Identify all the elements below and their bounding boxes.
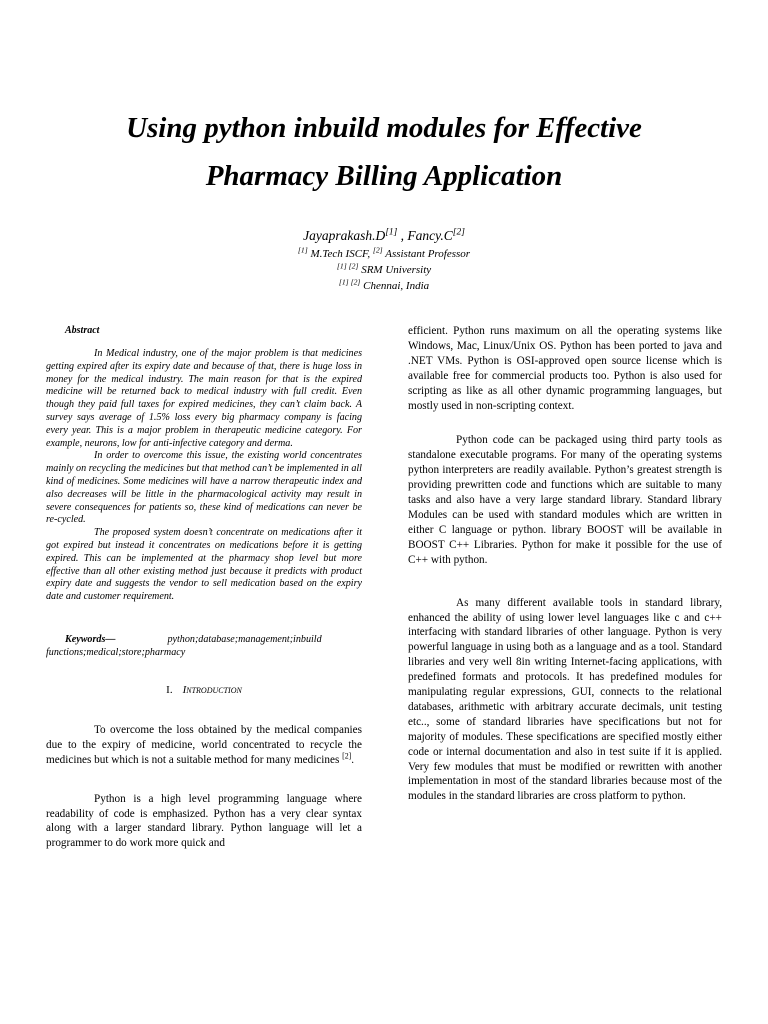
author-location bbox=[80, 278, 688, 294]
paper-title bbox=[40, 104, 728, 200]
intro-paragraph-1-text: To overcome the loss obtained by the medical companies due to the expiry of medicine, world concentrated to recycle the medicines but which is not a suitable method for many medicines bbox=[46, 723, 362, 766]
keywords-text-2: functions;medical;store;pharmacy bbox=[46, 646, 186, 658]
abstract-paragraph-2: In order to overcome this issue, the existing world concentrates mainly on recycling the medicines but that method can’t be implemented in all kind of medicines. Some medicines will have a narrow therapeutic index and also decreases will be little in the pharmacological activity may result in severe consequences for patients so, these kind of medications can never be re-cycled. bbox=[46, 450, 362, 526]
keywords bbox=[46, 633, 362, 659]
role-1: M.Tech ISCF, bbox=[307, 248, 373, 260]
left-body bbox=[46, 723, 362, 851]
intro-paragraph-1-end: . bbox=[351, 753, 355, 766]
author-2-name: Fancy.C bbox=[407, 228, 453, 243]
right-paragraph-3: As many different available tools in standard library, enhanced the ability of using lower level languages like c and c++ interfacing with standard libraries of other language. Python is very powerful language in using both as a language and as a tool. Standard libraries and very well 8in writing Internet-facing applications, with predefined formats and protocols. It has predefined modules for manipulating regular expressions, GUI, connects to the relational databases, arithmetic with arbitrary accurate decimals, unit testing etc.., some of standard libraries have specifications but not for majority of modules. These specifications are specified mostly either code or internal documentation and also in test suite if it is applied. Very few modules that must be modified or rewritten with another implementation in most of the standard libraries because most of the modules in the standard libraries are cross platform to python. bbox=[408, 596, 722, 803]
section-heading-introduction bbox=[46, 683, 362, 697]
author-separator: , bbox=[397, 228, 408, 243]
city: Chennai, India bbox=[360, 280, 430, 292]
keywords-text-1: python;database;management;inbuild bbox=[167, 633, 322, 645]
abstract-section bbox=[46, 324, 362, 604]
author-block bbox=[80, 226, 688, 294]
role-1-ref: [1] bbox=[297, 245, 308, 255]
city-refs: [1] [2] bbox=[338, 277, 361, 287]
intro-paragraph-1 bbox=[46, 723, 362, 768]
role-2-ref: [2] bbox=[372, 245, 383, 255]
university: SRM University bbox=[358, 264, 432, 276]
right-paragraph-2: Python code can be packaged using third party tools as standalone executable programs. For many of the operating systems python interpreters are readily available. Python’s greatest strength is providing prewritten code and functions which are suitable to many tasks and also have a very large standard library. Standard library Modules can be used with standard modules which are written in either C language or python. library BOOST will be available in BOOST C++ Libraries. Python for make it possible for the use of C++ with python. bbox=[408, 434, 722, 566]
abstract-paragraph-1: In Medical industry, one of the major problem is that medicines getting expired after its expiry date and because of that, there is huge loss in money for the medical industry. The main reason for that is the expired medicine will be returned back to medical industry with full credit. Even though they paid full taxes for expired medicines, they can’t claim back. A survey says average of 1.5% loss every big pharmacy company is facing every year. This is a major problem in therapeutic medicine category. For example, neurons, low for anti-infective category and derma. bbox=[46, 348, 362, 449]
keywords-label: Keywords— bbox=[65, 633, 116, 645]
left-column bbox=[46, 324, 362, 851]
title-line-2: Pharmacy Billing Application bbox=[205, 160, 563, 192]
intro-paragraph-2: Python is a high level programming language where readability of code is emphasized. Python has a very clear syntax along with a larger standard library. Python language will let a programmer to do work more quick and bbox=[46, 792, 362, 850]
author-roles bbox=[80, 246, 688, 262]
right-paragraph-1: efficient. Python runs maximum on all the operating systems like Windows, Mac, Linux/Unix OS. Python has been ported to java and .NET VMs. Python is OSI-approved open source license which is available free for commercial products too. Python is also used for scripting as like as all other dynamic programming languages, but mostly used in non-scripting context. bbox=[408, 325, 722, 412]
author-1-ref: [1] bbox=[385, 227, 398, 238]
section-title: Introduction bbox=[182, 683, 242, 696]
role-2: Assistant Professor bbox=[382, 248, 471, 260]
right-column bbox=[408, 324, 722, 804]
abstract-paragraph-3: The proposed system doesn’t concentrate on medications after it got expired but instead it concentrates on medications before it is getting expired. This can be implemented at the pharmacy shop level but more effective than all other existing method just because it predicts with product expiry date and suggests the vendor to sell medication based on the expiry date and customer requirement. bbox=[46, 527, 362, 603]
university-refs: [1] [2] bbox=[336, 261, 359, 271]
abstract-heading: Abstract bbox=[65, 325, 100, 336]
section-number: I. bbox=[166, 683, 173, 696]
title-line-1: Using python inbuild modules for Effective bbox=[126, 112, 642, 144]
author-names bbox=[80, 226, 688, 246]
author-affiliation bbox=[80, 262, 688, 278]
author-1-name: Jayaprakash.D bbox=[303, 228, 386, 243]
intro-citation: [2] bbox=[342, 751, 352, 761]
author-2-ref: [2] bbox=[452, 227, 465, 238]
